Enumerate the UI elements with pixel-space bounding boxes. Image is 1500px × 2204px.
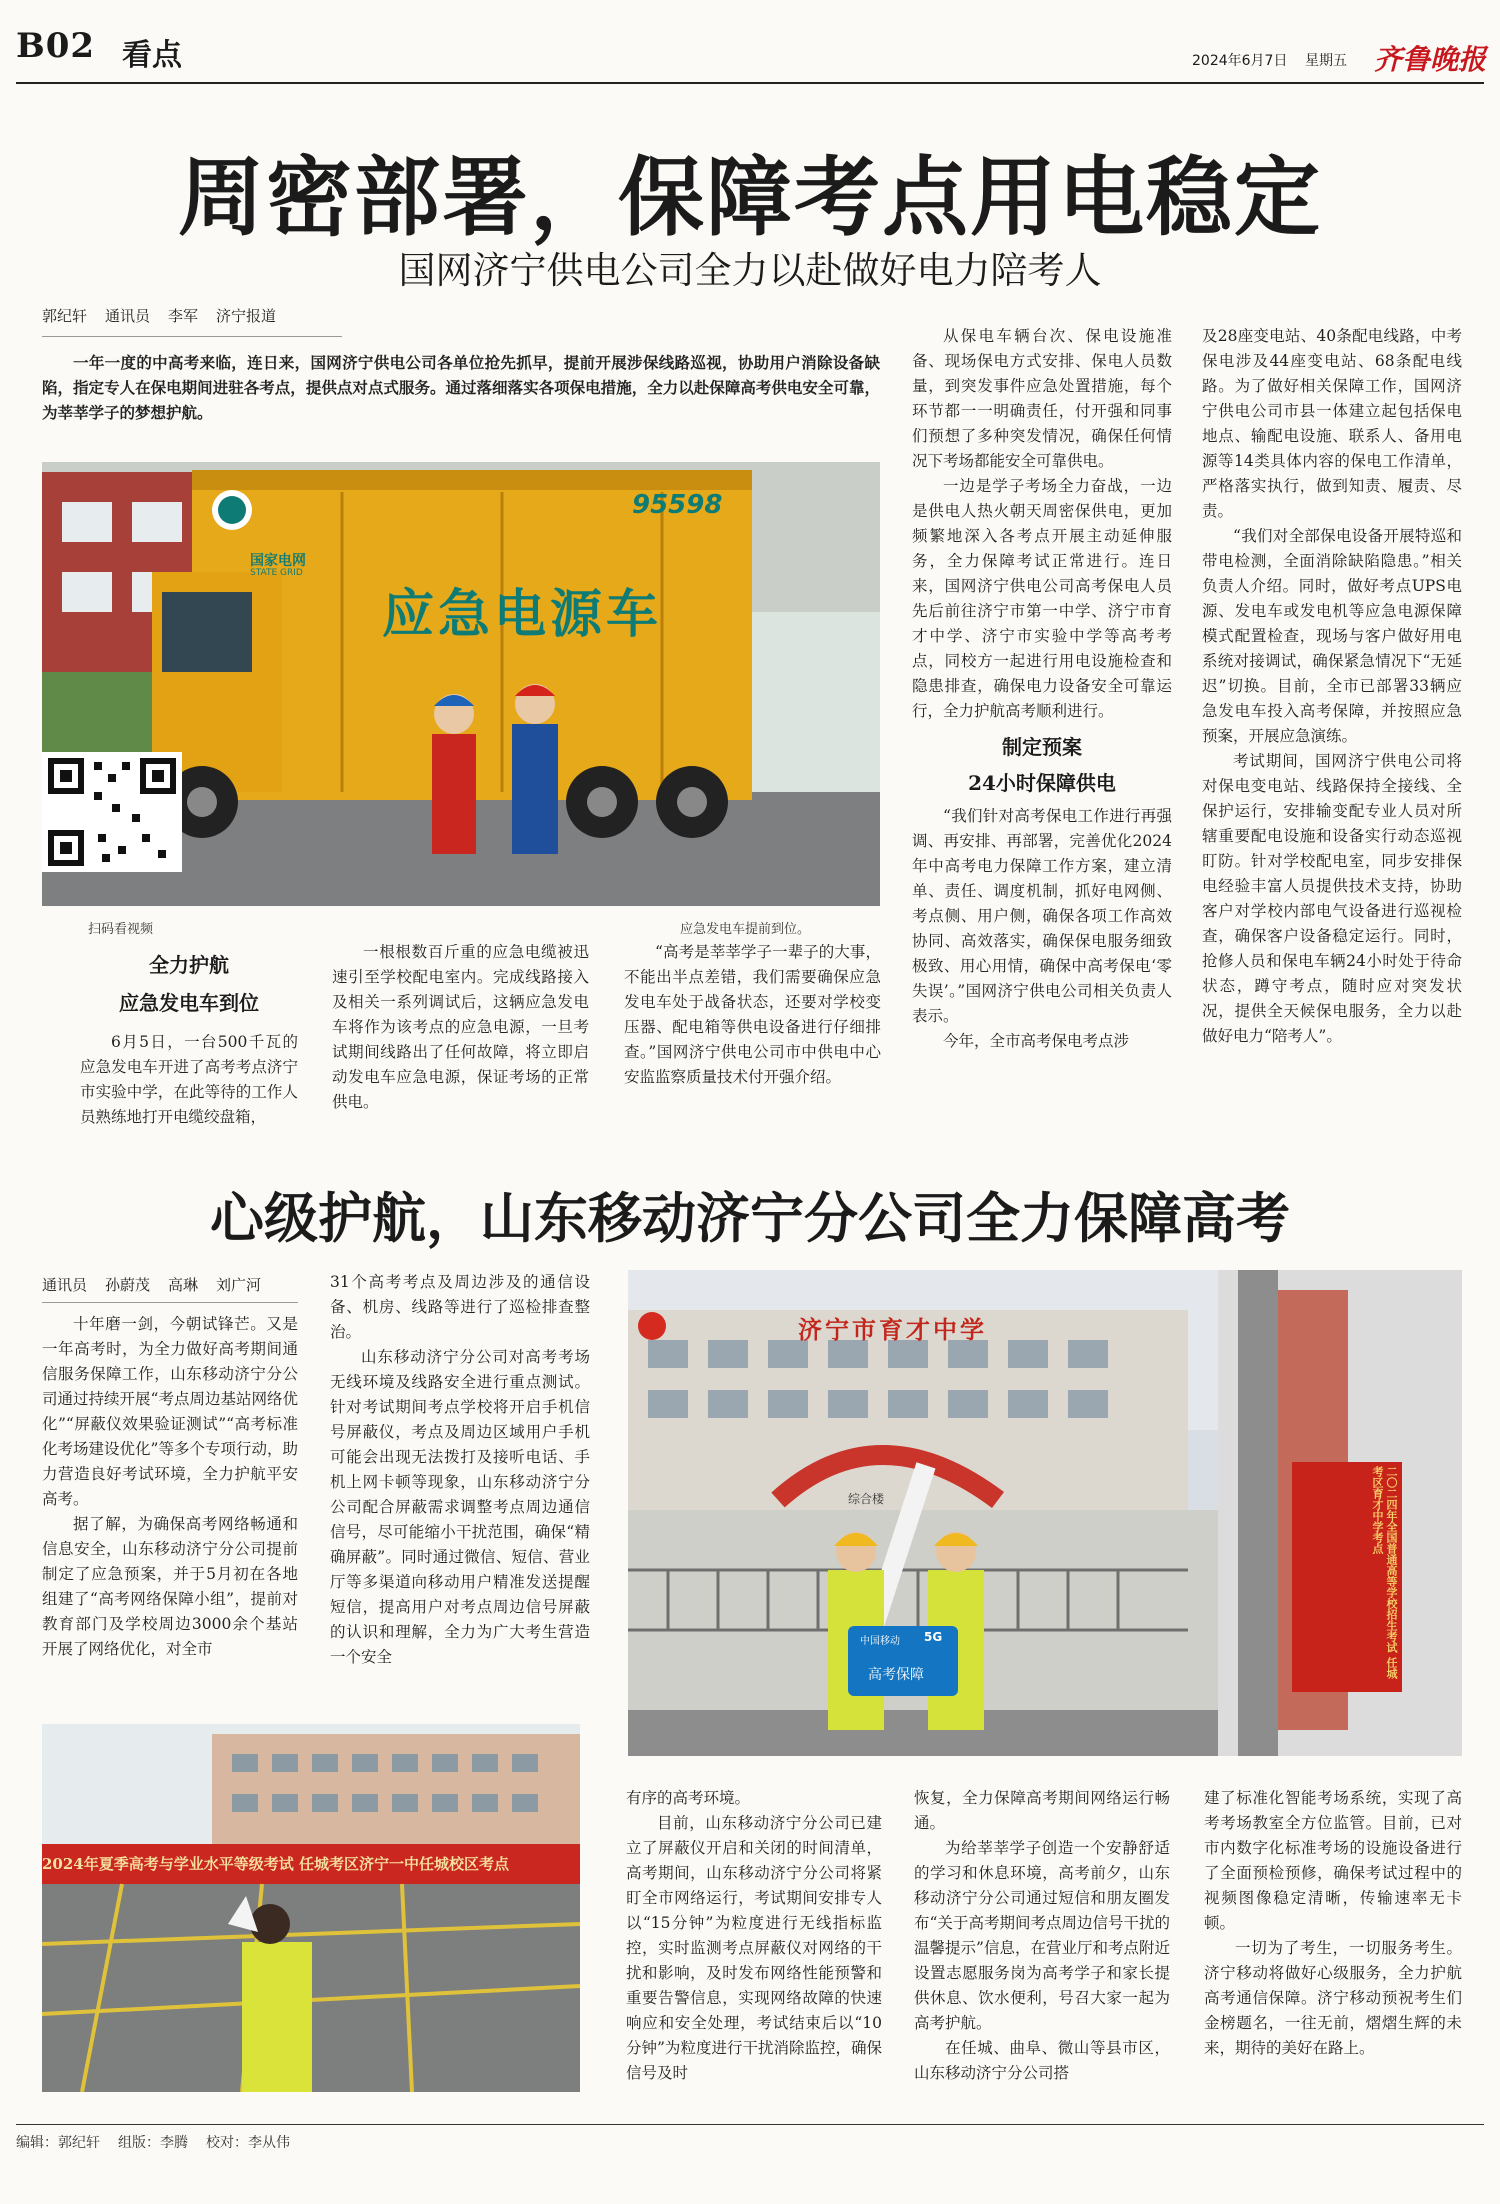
article2-paragraph: 据了解，为确保高考网络畅通和信息安全，山东移动济宁分公司提前制定了应急预案，并于5月初在各地组建了“高考网络保障小组”，提前对教育部门及学校周边3000余个基站开展了网络优化，对全市 [42,1515,298,1658]
article1-col1 [80,952,298,1130]
board-5g-tag: 5G [924,1630,943,1644]
article2-paragraph: 建了标准化智能考场系统，实现了高考考场教室全方位监管。目前，已对市内数字化标准考场的设施设备进行了全面预检预修，确保考试过程中的视频图像稳定清晰，传输速率无卡顿。 [1204,1789,1462,1932]
article2-paragraph: 31个高考考点及周边涉及的通信设备、机房、线路等进行了巡检排查整治。 [330,1273,590,1341]
byline-role: 通讯员 [105,307,151,325]
issue-date: 2024年6月7日 [1192,53,1288,69]
article1-lead: 一年一度的中高考来临，连日来，国网济宁供电公司各单位抢先抓早，提前开展涉保线路巡视，协助用户消除设备缺陷，指定专人在保电期间进驻各考点，提供点对点式服务。通过落细落实各项保电措施，全力以赴保障高考供电安全可靠，为莘莘学子的梦想护航。 [42,353,880,422]
footer-proofreader: 校对：李从伟 [206,2135,290,2151]
truck-logo-en: STATE GRID [250,568,303,578]
power-truck-scene [42,462,880,906]
article2-col2 [330,1270,590,1670]
article1-paragraph: 及28座变电站、40条配电线路，中考保电涉及44座变电站、68条配电线路。为了做好相关保障工作，国网济宁供电公司市县一体建立起包括保电地点、输配电设施、联系人、备用电源等14类具体内容的保电工作清单，严格落实执行，做到知责、履责、尽责。 [1202,327,1462,520]
subheading-24h-supply: 24小时保障供电 [968,771,1116,795]
byline-author: 刘广河 [216,1276,262,1294]
footer-credits [16,2132,290,2152]
footer-layout: 组版：李腾 [118,2135,188,2151]
banner-scene [42,1724,580,2092]
vertical-exam-banner: 二〇二四年全国普通高等学校招生考试 任城考区育才中学考点 [1371,1466,1398,1679]
qr-caption: 扫码看视频 [88,922,154,937]
byline-location: 济宁报道 [216,307,277,325]
article1-paragraph: 考试期间，国网济宁供电公司将对保电变电站、线路保持全接线、全保护运行，安排输变配专业人员对所辖重要配电设施和设备实行动态巡视盯防。针对学校配电室，同步安排保电经验丰富人员提供技术支持，协助客户对学校内部电气设备进行巡视检查，确保客户设备稳定运行。同时，抢修人员和保电车辆24小时处于待命状态，蹲守考点，随时应对突发状况，提供全天候保电服务，全力以赴做好电力“陪考人”。 [1202,752,1462,1045]
article1-paragraph: “我们针对高考保电工作进行再强调、再安排、再部署，完善优化2024年中高考电力保障工作方案，建立清单、责任、调度机制，抓好电网侧、考点侧、用户侧，确保各项工作高效协同、高效落实，确保保电服务细致极致、用心用情，确保中高考保电‘零失误’。”国网济宁供电公司相关负责人表示。 [912,807,1172,1025]
footer-rule [16,2124,1484,2125]
board-brand: 中国移动 [860,1636,900,1647]
article2-paragraph: 有序的高考环境。 [626,1789,751,1807]
article2-col3 [626,1786,882,2086]
byline-author: 孙蔚茂 [105,1276,151,1294]
article1-photo [42,462,880,906]
article2-paragraph: 为给莘莘学子创造一个安静舒适的学习和休息环境，高考前夕，山东移动济宁分公司通过短信和朋友圈发布“关于高考期间考点周边信号干扰的温馨提示”信息，在营业厅和考点附近设置志愿服务岗为高考学子和家长提供休息、饮水便利，号召大家一起为高考护航。 [914,1839,1170,2032]
banner-text: 2024年夏季高考与学业水平等级考试 任城考区济宁一中任城校区考点 [42,1855,509,1873]
article1-title: 周密部署，保障考点用电稳定 [178,147,1322,248]
footer-editor: 编辑：郭纪轩 [16,2135,100,2151]
byline-rule [42,336,342,337]
truck-logo: 国家电网 [250,553,306,569]
gate-text: 综合楼 [848,1492,885,1506]
subheading-generator-ready: 应急发电车到位 [119,991,259,1015]
truck-label: 应急电源车 [382,585,663,645]
article2-paragraph: 目前，山东移动济宁分公司已建立了屏蔽仪开启和关闭的时间清单，高考期间，山东移动济宁分公司将紧盯全市网络运行，考试期间安排专人以“15分钟”为粒度进行无线指标监控，实时监测考点屏蔽仪对网络的干扰和影响，及时发布网络性能预警和重要告警信息，实现网络故障的快速响应和安全处理，考试结束后以“10分钟”为粒度进行干扰消除监控，确保信号及时 [626,1814,882,2082]
article1-col5 [1202,324,1462,1049]
article1-byline [42,305,294,326]
article1-photo-caption: 应急发电车提前到位。 [680,922,811,937]
article2-col4 [914,1786,1170,2086]
section-name: 看点 [122,38,182,73]
board-text: 高考保障 [868,1667,924,1683]
article1-col4 [912,324,1172,1054]
article2-col1 [42,1312,298,1662]
article1-paragraph: 一根根数百斤重的应急电缆被迅速引至学校配电室内。完成线路接入及相关一系列调试后，这辆应急发电车将作为该考点的应急电源，一旦考试期间线路出了任何故障，将立即启动发电车应急电源，保证考场的正常供电。 [332,943,589,1111]
article2-paragraph: 山东移动济宁分公司对高考考场无线环境及线路安全进行重点测试。针对考试期间考点学校将开启手机信号屏蔽仪，考点及周边区域用户手机可能会出现无法拨打及接听电话、手机上网卡顿等现象，山东移动济宁分公司配合屏蔽需求调整考点周边通信信号，尽可能缩小干扰范围，确保“精确屏蔽”。同时通过微信、短信、营业厅等多渠道向移动用户精准发送提醒短信，提高用户对考点周边信号屏蔽的认识和理解，全力为广大考生营造一个安全 [330,1348,590,1666]
byline-author: 高琳 [168,1276,199,1294]
header-rule [16,82,1484,84]
truck-hotline: 95598 [632,490,723,520]
byline-role: 通讯员 [42,1276,88,1294]
article2-paragraph: 一切为了考生，一切服务考生。济宁移动将做好心级服务，全力护航高考通信保障。济宁移动预祝考生们金榜题名，一往无前，熠熠生辉的未来，期待的美好在路上。 [1204,1939,1462,2057]
issue-weekday: 星期五 [1305,53,1347,69]
page-number: B02 [16,26,96,66]
article2-paragraph: 恢复，全力保障高考期间网络运行畅通。 [914,1789,1170,1832]
article1-paragraph: 一边是学子考场全力奋战，一边是供电人热火朝天周密保供电，更加频繁地深入各考点开展主动延伸服务，全力保障考试正常进行。连日来，国网济宁供电公司高考保电人员先后前往济宁市第一中学、济宁市育才中学、济宁市实验中学等高考考点，同校方一起进行用电设施检查和隐患排查，确保电力设备安全可靠运行，全力护航高考顺利进行。 [912,477,1172,720]
article1-paragraph: “高考是莘莘学子一辈子的大事，不能出半点差错，我们需要确保应急发电车处于战备状态，还要对学校变压器、配电箱等供电设备进行仔细排查。”国网济宁供电公司市中供电中心安监监察质量技术付开强介绍。 [624,943,881,1086]
article1-paragraph: 今年，全市高考保电考点涉 [943,1032,1130,1050]
article2-paragraph: 在任城、曲阜、微山等县市区，山东移动济宁分公司搭 [914,2039,1170,2082]
article2-byline [42,1274,279,1295]
article2-photo-banner [42,1724,580,2092]
article1-subtitle: 国网济宁供电公司全力以赴做好电力陪考人 [398,249,1102,292]
byline-author: 李军 [168,307,199,325]
byline-rule [42,1302,298,1303]
article2-photo-school [628,1270,1462,1756]
article1-paragraph: “我们对全部保电设备开展特巡和带电检测，全面消除缺陷隐患。”相关负责人介绍。同时，做好考点UPS电源、发电车或发电机等应急电源保障模式配置检查，现场与客户做好用电系统对接调试，确保紧急情况下“无延迟”切换。目前，全市已部署33辆应急发电车投入高考保障，并按照应急预案，开展应急演练。 [1202,527,1462,745]
article1-paragraph: 6月5日，一台500千瓦的应急发电车开进了高考考点济宁市实验中学，在此等待的工作人员熟练地打开电缆绞盘箱， [80,1033,298,1126]
byline-author: 郭纪轩 [42,307,88,325]
subheading-contingency-plan: 制定预案 [1002,735,1082,759]
article2-title: 心级护航，山东移动济宁分公司全力保障高考 [210,1186,1290,1250]
article2-col5 [1204,1786,1462,2061]
article2-paragraph: 十年磨一剑，今朝试锋芒。又是一年高考时，为全力做好高考期间通信服务保障工作，山东移动济宁分公司通过持续开展“考点周边基站网络优化”“屏蔽仪效果验证测试”“高考标准化考场建设优化”等多个专项行动，助力营造良好考试环境，全力护航平安高考。 [42,1315,298,1508]
masthead-logo: 齐鲁晚报 [1374,43,1487,76]
school-sign: 济宁市育才中学 [798,1315,987,1344]
subheading-full-escort: 全力护航 [149,953,229,977]
article1-paragraph: 从保电车辆台次、保电设施准备、现场保电方式安排、保电人员数量，到突发事件应急处置措施，每个环节都一一明确责任，付开强和同事们预想了多种突发情况，确保任何情况下考场都能安全可靠供电。 [912,327,1172,470]
